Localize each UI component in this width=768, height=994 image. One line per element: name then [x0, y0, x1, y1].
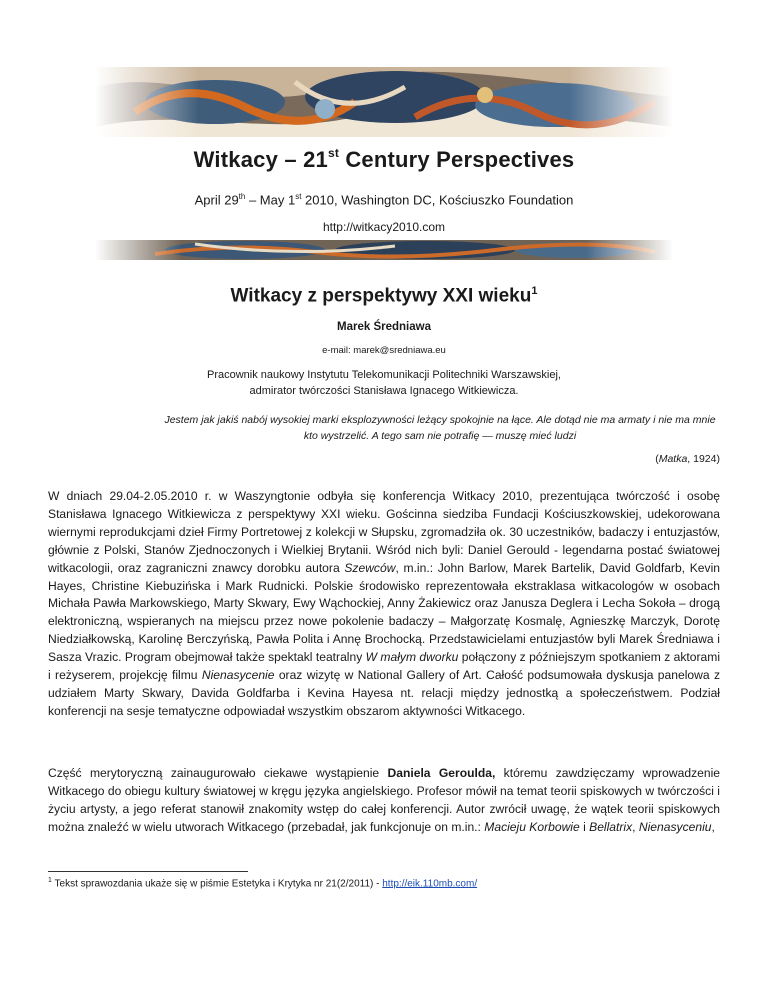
footnote	[48, 877, 728, 889]
italic-title: W małym dworku	[365, 650, 459, 665]
conference-title-rest: Century Perspectives	[339, 147, 575, 172]
body-paragraph-1	[48, 488, 720, 721]
article-title-text: Witkacy z perspektywy XXI wieku	[230, 285, 532, 307]
decorative-banner-bottom	[95, 240, 673, 260]
dates-part3: 2010, Washington DC, Kościuszko Foundation	[301, 192, 574, 208]
dates-part2: – May 1	[245, 192, 296, 208]
source-open: (	[655, 453, 659, 465]
conference-dates	[0, 192, 768, 207]
decorative-banner-top	[95, 67, 673, 137]
conference-title	[0, 147, 768, 173]
italic-title: Szewców	[344, 560, 396, 575]
italic-title: Macieju Korbowie	[484, 819, 580, 834]
article-title	[0, 285, 768, 307]
author-affiliation	[0, 367, 768, 399]
text-run: i	[579, 819, 590, 834]
epigraph-quote: Jestem jak jakiś nabój wysokiej marki eksplozywności leżący spokojnie na łące. Ale dotąd nie ma armaty i nie ma mnie kto wystrzelić. A tego sam nie potrafię — muszę mieć ludzi	[164, 414, 716, 442]
text-run: , m.in.: John Barlow, Marek Bartelik, David Goldfarb, Kevin Hayes, Christine Kiebuzińska i Mark Rudnicki. Polskie środowisko reprezentowała ekstraklasa witkacologów w osobach Michała Pawła Markowskiego, Marty Skwary, Ewy Wąchockiej, Anny Żakiewicz oraz Janusza Deglera i Lecha Sokoła – drogą elektroniczną, wspieranych na miejscu przez nowe pokolenie badaczy – Małgorzatę Kosmalę, Agnieszkę Marczyk, Dorotę Niedziałkowską, Karolinę Berczyńską, Pawła Polita i Annę Brochocką. Przedstawicielami entuzjastów byli Marek Średniawa i Sasza Vrazic. Program obejmował także spektakl teatralny	[48, 560, 720, 665]
bold-name: Daniela Geroulda,	[387, 766, 496, 780]
text-run: oraz wizytę w National Gallery of Art. Całość podsumowała dyskusja panelowa z udziałem Marty Skwary, Davida Goldfarba i Kevina Hayesa nt. relacji między jednostką a społeczeństwem. Podział konferencji na sesje tematyczne odpowiadał wszystkim obszarom aktywności Witkacego.	[48, 668, 720, 718]
source-title: Matka	[658, 453, 688, 465]
italic-title: Nienasycenie	[201, 668, 275, 683]
text-run: Część merytoryczną zainaugurowało ciekawe wystąpienie	[48, 766, 388, 780]
footnote-divider	[48, 871, 248, 872]
dates-sup2: st	[295, 192, 302, 201]
conference-title-main: Witkacy – 21	[193, 147, 328, 172]
text-run: połączony z późniejszym spotkaniem z aktorami i reżyserem, projekcję filmu	[48, 650, 721, 683]
author-email: e-mail: marek@sredniawa.eu	[322, 345, 446, 356]
text-run: W dniach 29.04-2.05.2010 r. w Waszyngtonie odbyła się konferencja Witkacy 2010, prezentująca twórczość i osobę Stanisława Ignacego Witkiewicza z perspektywy XXI wieku. Gościnna siedziba Fundacji Kościuszkowskiej, udekorowana wiernymi reprodukcjami dzieł Firmy Portretowej z kolekcji w Słupsku, zgromadziła ok. 30 uczestników, badaczy i entuzjastów, głównie z Polski, Stanów Zjednoczonych i Wielkiej Brytanii. Wśród nich byli: Daniel Gerould - legendarna postać światowej witkacologii, oraz zagraniczni znawcy dorobku autora	[48, 489, 720, 575]
text-run: któremu zawdzięczamy wprowadzenie Witkacego do obiegu kultury światowej w kręgu języka angielskiego. Profesor mówił na temat teorii spiskowych w twórczości i życiu artysty, a jego referat stanowił znakomity wstęp do całej konferencji. Autor zwrócił uwagę, że wątek teorii spiskowych można znaleźć w wielu utworach Witkacego (przebadał, jak funkcjonuje on m.in.:	[48, 766, 720, 834]
conference-title-sup: st	[327, 145, 340, 160]
footnote-number: 1	[48, 877, 52, 884]
footnote-text: Tekst sprawozdania ukaże się w piśmie Estetyka i Krytyka nr 21(2/2011) -	[51, 878, 383, 890]
italic-title: Nienasyceniu	[638, 819, 712, 834]
source-rest: , 1924)	[687, 453, 720, 465]
conference-url: http://witkacy2010.com	[322, 220, 446, 234]
italic-title: Bellatrix	[589, 819, 633, 834]
text-run: ,	[711, 819, 715, 834]
affiliation-line: Pracownik naukowy Instytutu Telekomunikacji Politechniki Warszawskiej,	[207, 369, 561, 381]
dates-part1: April 29	[194, 192, 239, 208]
footnote-ref: 1	[531, 285, 538, 297]
footnote-link[interactable]: http://eik.110mb.com/	[382, 878, 478, 890]
text-run: ,	[632, 819, 639, 834]
epigraph-source	[655, 453, 720, 465]
affiliation-line: admirator twórczości Stanisława Ignacego Witkiewicza.	[249, 385, 519, 397]
author-name: Marek Średniawa	[337, 321, 431, 333]
dates-sup1: th	[238, 192, 246, 201]
body-paragraph-2	[48, 765, 720, 837]
